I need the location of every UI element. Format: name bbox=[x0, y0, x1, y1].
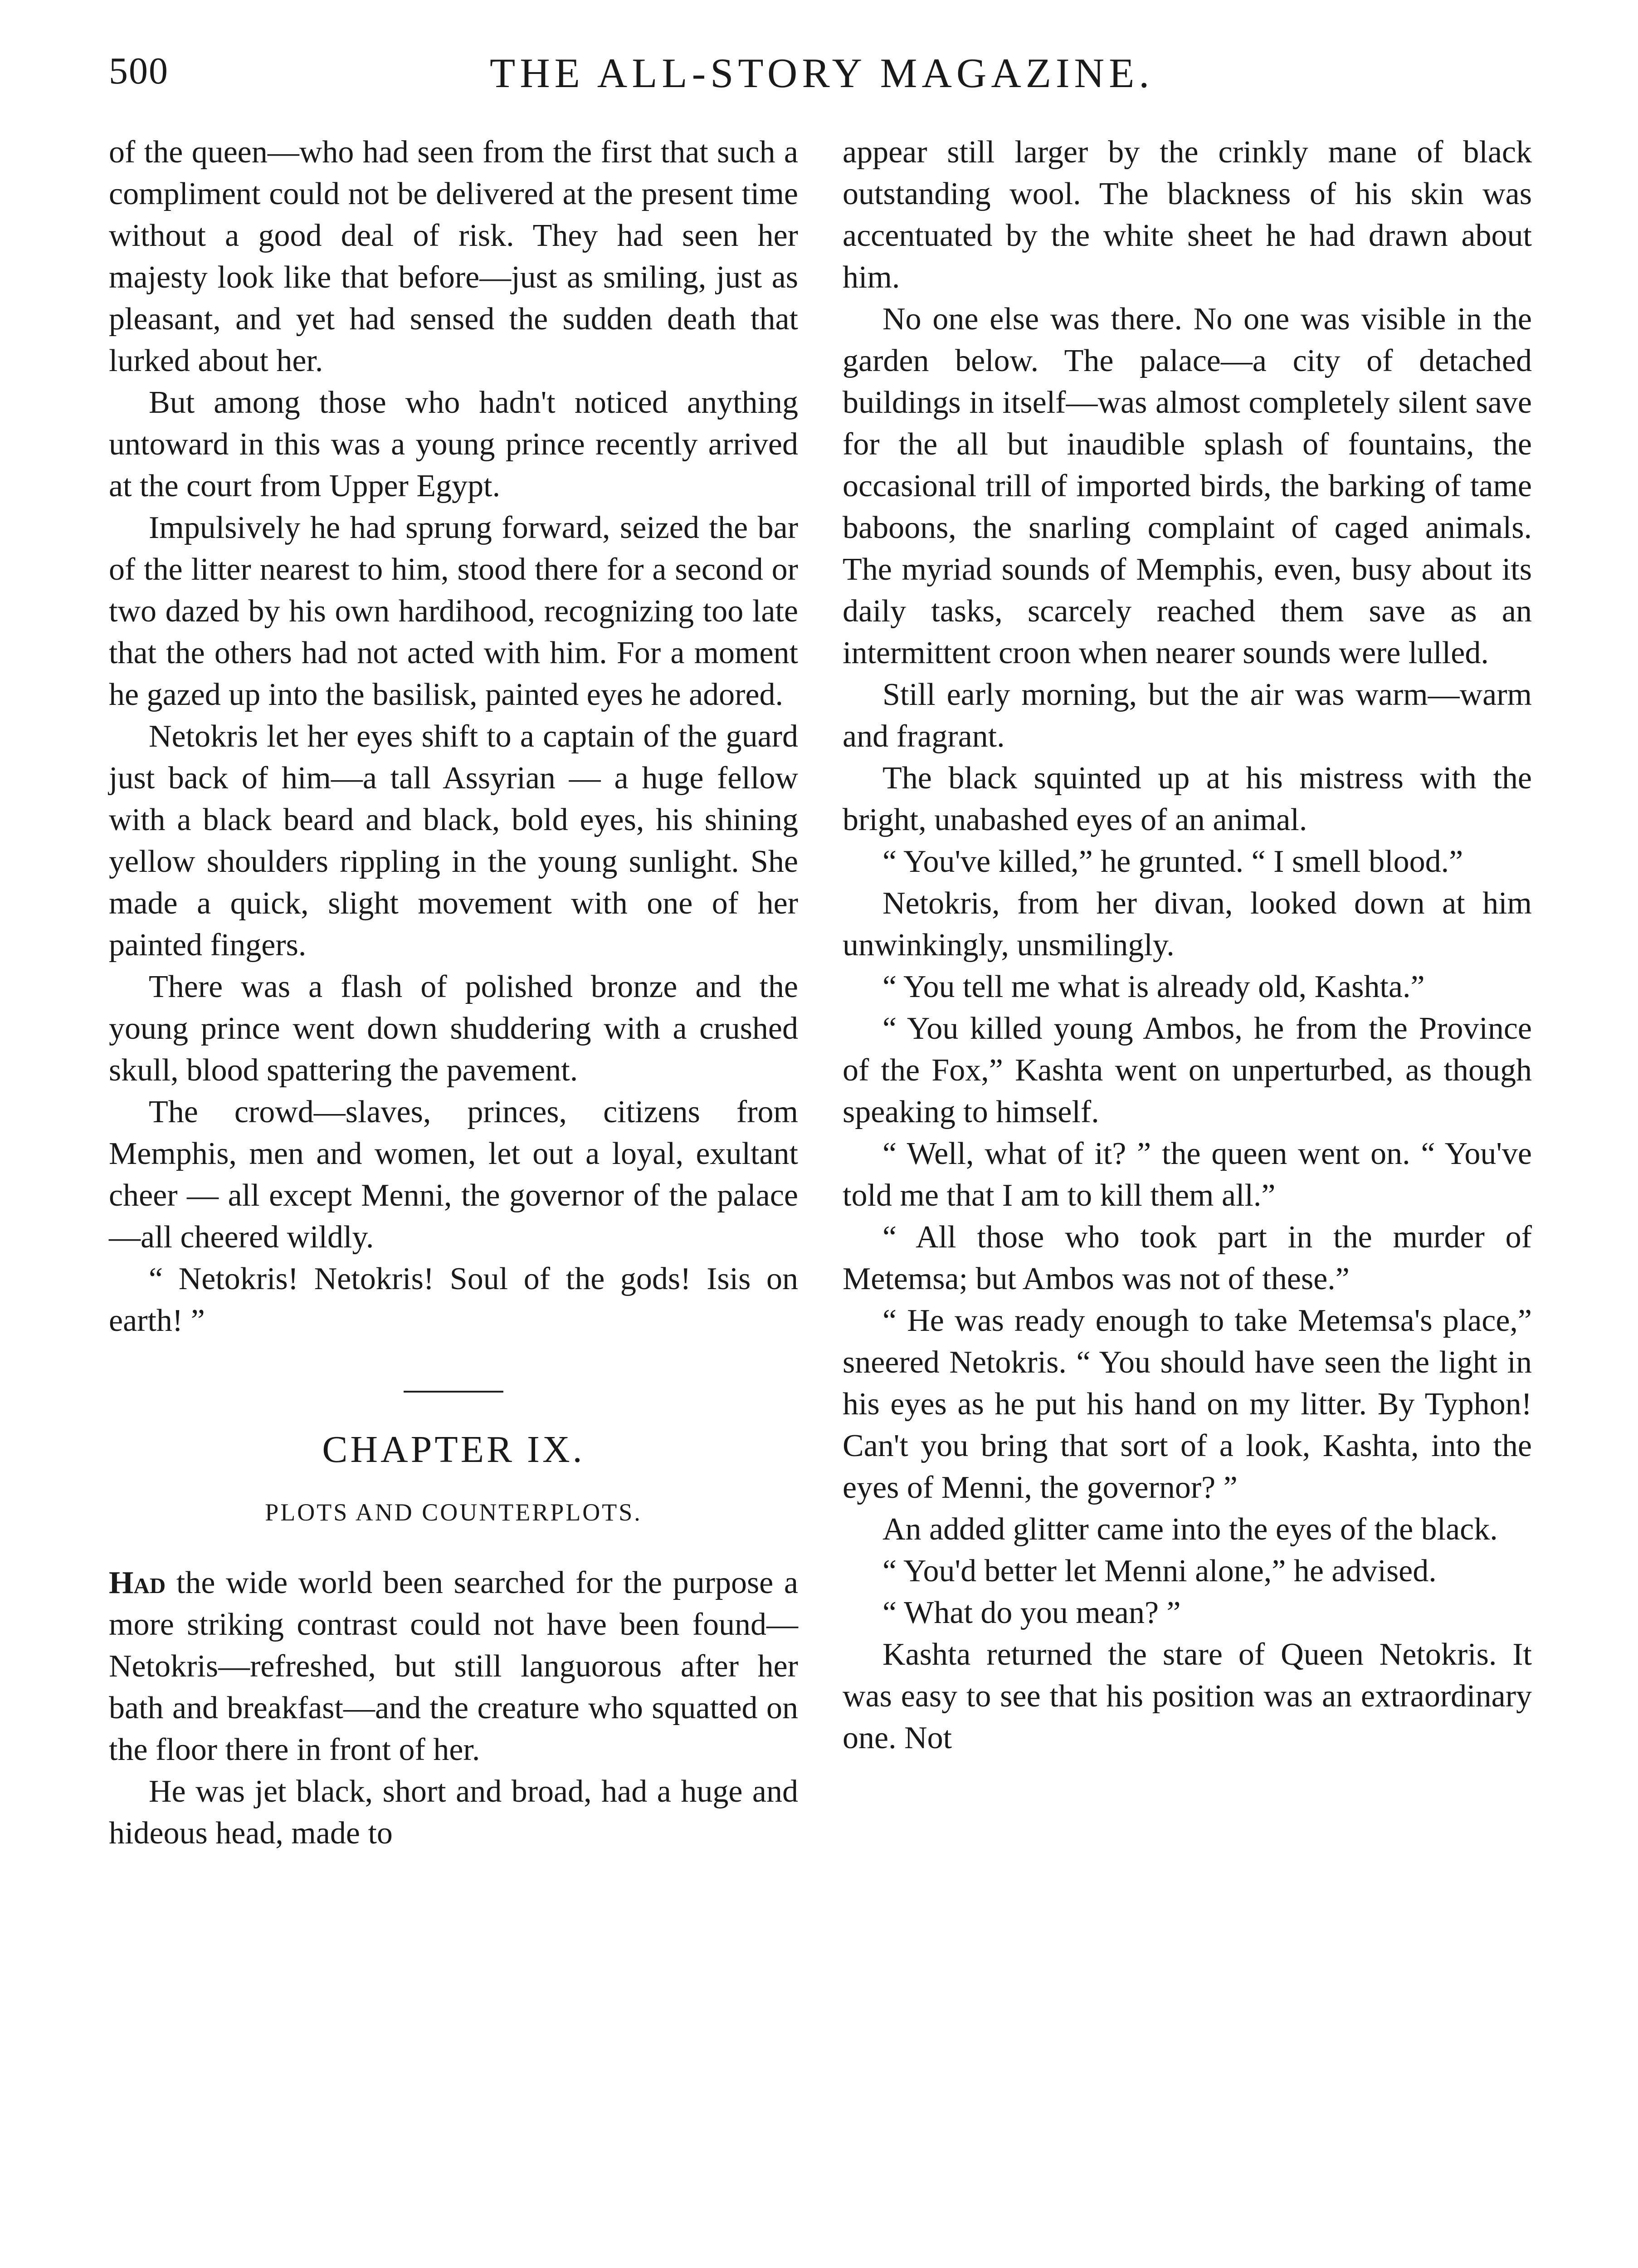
paragraph: Netokris let her eyes shift to a captain of the guard just back of him—a tall Assyrian — a huge fellow with a black beard and black, bold eyes, his shining yellow shoulders rippling in the young sunlight. She made a quick, slight movement with one of her painted fingers. bbox=[109, 719, 798, 963]
paragraph: appear still larger by the crinkly mane of black outstanding wool. The blackness of his skin was accentuated by the white sheet he had drawn about him. bbox=[843, 135, 1532, 295]
chapter-subtitle: PLOTS AND COUNTERPLOTS. bbox=[265, 1499, 642, 1526]
paragraph: “ You've killed,” he grunted. “ I smell blood.” bbox=[882, 844, 1463, 879]
paragraph: No one else was there. No one was visible in the garden below. The palace—a city of detached buildings in itself—was almost completely silent save for the all but inaudible splash of fountains, the occasional trill of imported birds, the barking of tame baboons, the snarling complaint of caged animals. The myriad sounds of Memphis, even, busy about its daily tasks, scarcely reached them save as an intermittent croon when nearer sounds were lulled. bbox=[843, 302, 1532, 670]
paragraph: “ All those who took part in the murder of Metemsa; but Ambos was not of these.” bbox=[843, 1220, 1532, 1296]
right-column bbox=[843, 132, 1532, 1759]
paragraph: “ You killed young Ambos, he from the Province of the Fox,” Kashta went on unperturbed, as though speaking to himself. bbox=[843, 1011, 1532, 1129]
paragraph: An added glitter came into the eyes of the black. bbox=[882, 1512, 1498, 1547]
paragraph: Kashta returned the stare of Queen Netokris. It was easy to see that his position was an extraordinary one. Not bbox=[843, 1637, 1532, 1755]
paragraph: “ What do you mean? ” bbox=[882, 1595, 1181, 1630]
magazine-title: THE ALL-STORY MAGAZINE. bbox=[490, 50, 1154, 96]
paragraph: Netokris, from her divan, looked down at him unwinkingly, unsmilingly. bbox=[843, 886, 1532, 963]
page-number: 500 bbox=[109, 50, 169, 92]
section-divider bbox=[404, 1391, 503, 1393]
paragraph: “ Well, what of it? ” the queen went on. “ You've told me that I am to kill them all.” bbox=[843, 1136, 1532, 1213]
paragraph: Impulsively he had sprung forward, seized the bar of the litter nearest to him, stood there for a second or two dazed by his own hardihood, recognizing too late that the others had not acted with him. For a moment he gazed up into the basilisk, painted eyes he adored. bbox=[109, 510, 798, 712]
paragraph: “ You'd better let Menni alone,” he advised. bbox=[882, 1554, 1437, 1589]
paragraph: of the queen—who had seen from the first that such a compliment could not be delivered at the present time without a good deal of risk. They had seen her majesty look like that before—just as smiling, just as pleasant, and yet had sensed the sudden death that lurked about her. bbox=[109, 135, 798, 378]
paragraph: The crowd—slaves, princes, citizens from Memphis, men and women, let out a loyal, exultant cheer — all except Menni, the governor of the palace—all cheered wildly. bbox=[109, 1095, 798, 1255]
chapter-heading: CHAPTER IX. bbox=[322, 1428, 585, 1471]
chapter-opening-paragraph bbox=[109, 1562, 798, 1771]
paragraph: “ Netokris! Netokris! Soul of the gods! Isis on earth! ” bbox=[109, 1261, 798, 1338]
opening-paragraph-text: the wide world been searched for the purpose a more striking contrast could not have been found—Netokris—refreshed, but still languorous after her bath and breakfast—and the creature who squatted on the floor there in front of her. bbox=[109, 1565, 798, 1767]
paragraph: He was jet black, short and broad, had a huge and hideous head, made to bbox=[109, 1774, 798, 1851]
paragraph: The black squinted up at his mistress with the bright, unabashed eyes of an animal. bbox=[843, 761, 1532, 837]
paragraph: “ You tell me what is already old, Kashta.” bbox=[882, 969, 1425, 1004]
paragraph: “ He was ready enough to take Metemsa's place,” sneered Netokris. “ You should have seen the light in his eyes as he put his hand on my litter. By Typhon! Can't you bring that sort of a look, Kashta, into the eyes of Menni, the governor? ” bbox=[843, 1303, 1532, 1505]
running-header bbox=[0, 49, 1638, 103]
paragraph: Still early morning, but the air was warm—warm and fragrant. bbox=[843, 677, 1532, 754]
paragraph: But among those who hadn't noticed anything untoward in this was a young prince recently arrived at the court from Upper Egypt. bbox=[109, 385, 798, 503]
left-column bbox=[109, 132, 798, 1854]
drop-cap-word: Had bbox=[109, 1565, 166, 1600]
paragraph: There was a flash of polished bronze and the young prince went down shuddering with a crushed skull, blood spattering the pavement. bbox=[109, 969, 798, 1088]
